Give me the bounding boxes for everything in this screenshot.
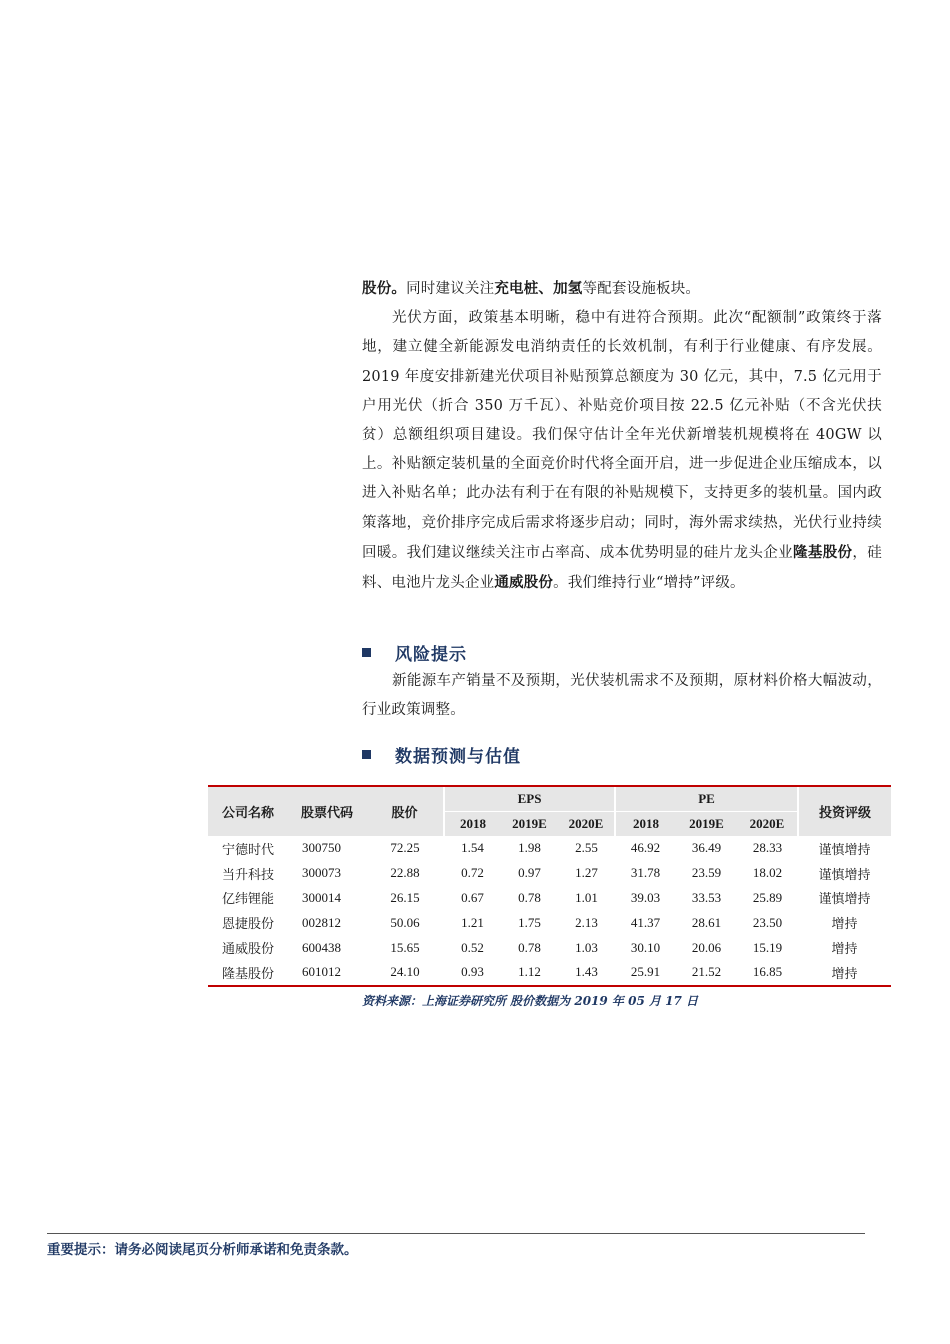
table-row bbox=[208, 836, 891, 861]
table-cell: 300750 bbox=[302, 840, 341, 856]
table-cell: 600438 bbox=[302, 939, 341, 955]
text: ，硅料、电池片龙头企业 bbox=[362, 544, 882, 592]
paragraph-2 bbox=[362, 304, 882, 598]
table-cell: 18.02 bbox=[752, 865, 783, 881]
table-cell: 33.53 bbox=[691, 889, 722, 905]
table-cell: 22.88 bbox=[390, 865, 420, 881]
bold-text: 股份。 bbox=[362, 280, 407, 297]
table-cell: 通威股份 bbox=[221, 941, 274, 957]
table-cell: 50.06 bbox=[390, 914, 420, 930]
table-cell: 0.72 bbox=[461, 865, 484, 881]
table-row bbox=[208, 960, 891, 986]
col-header: 公司名称 bbox=[208, 786, 288, 836]
body-text bbox=[362, 274, 882, 598]
table-cell: 39.03 bbox=[630, 889, 661, 905]
bold-text: 隆基股份 bbox=[792, 543, 853, 561]
table-cell: 增持 bbox=[831, 916, 858, 932]
table-cell: 16.85 bbox=[737, 960, 798, 986]
col-group-header: PE bbox=[615, 786, 798, 812]
year-header: 2019E bbox=[676, 812, 737, 837]
table-cell: 28.33 bbox=[752, 840, 783, 856]
table-cell: 41.37 bbox=[630, 914, 661, 930]
risk-text: 新能源车产销量不及预期，光伏装机需求不及预期，原材料价格大幅波动，行业政策调整。 bbox=[362, 673, 882, 719]
table-cell: 1.54 bbox=[461, 840, 484, 856]
source-note: 资料来源：上海证券研究所 股价数据为 2019 年 05 月 17 日 bbox=[362, 994, 699, 1008]
table-cell: 002812 bbox=[302, 914, 341, 930]
risk-body bbox=[362, 667, 882, 725]
year-header: 2018 bbox=[615, 812, 676, 837]
table-cell: 0.93 bbox=[444, 960, 501, 986]
table-cell: 1.21 bbox=[461, 914, 484, 930]
table-cell: 恩捷股份 bbox=[221, 916, 274, 932]
table-row bbox=[208, 886, 891, 911]
text: 。我们维持行业“增持”评级。 bbox=[553, 575, 745, 592]
table-cell: 23.59 bbox=[691, 865, 722, 881]
table-cell: 300014 bbox=[302, 889, 341, 905]
table-cell: 2.55 bbox=[575, 840, 598, 856]
bold-text: 充电桩、加氢 bbox=[494, 280, 583, 297]
table-cell: 1.12 bbox=[501, 960, 558, 986]
table-cell: 25.89 bbox=[752, 889, 783, 905]
footer-divider bbox=[47, 1233, 865, 1234]
table-cell: 当升科技 bbox=[221, 866, 274, 882]
table-cell: 隆基股份 bbox=[208, 960, 288, 986]
table-cell: 0.67 bbox=[461, 889, 484, 905]
table-cell: 0.52 bbox=[461, 939, 484, 955]
col-header: 股票代码 bbox=[288, 786, 366, 836]
section-forecast bbox=[362, 742, 521, 767]
table-cell: 增持 bbox=[831, 941, 858, 957]
table-cell: 1.75 bbox=[518, 914, 541, 930]
table-cell: 0.78 bbox=[518, 889, 541, 905]
table-cell: 1.43 bbox=[558, 960, 615, 986]
year-header: 2020E bbox=[737, 812, 798, 837]
table-cell: 24.10 bbox=[366, 960, 444, 986]
table-cell: 0.97 bbox=[518, 865, 541, 881]
table-cell: 0.78 bbox=[518, 939, 541, 955]
year-header: 2018 bbox=[444, 812, 501, 837]
table-cell: 601012 bbox=[288, 960, 366, 986]
text: 光伏方面，政策基本明晰，稳中有进符合预期。此次“配额制”政策终于落地，建立健全新能源发电消纳责任的长效机制，有利于行业健康、有序发展。2019 年度安排新建光伏项目补贴预算总额度为 30 亿元，其中，7.5 亿元用于户用光伏（折合 350 万千瓦）、补贴竞价项目按 22.5 亿元补贴（不含光伏扶贫）总额组织项目建设。我们保守估计全年光伏新增装机规模将在 40GW 以上。补贴额定装机量的全面竞价时代将全面开启，进一步促进企业压缩成本，以进入补贴名单；此办法有利于在有限的补贴规模下，支持更多的装机量。国内政策落地，竞价排序完成后需求将逐步启动；同时，海外需求续热，光伏行业持续回暖。我们建议继续关注市占率高、成本优势明显的硅片龙头企业 bbox=[362, 310, 882, 561]
section-title: 数据预测与估值 bbox=[395, 747, 521, 767]
footer-note: 重要提示：请务必阅读尾页分析师承诺和免责条款。 bbox=[47, 1242, 358, 1258]
table-cell: 宁德时代 bbox=[221, 841, 274, 857]
table-cell: 36.49 bbox=[691, 840, 722, 856]
table-cell: 21.52 bbox=[676, 960, 737, 986]
section-risk bbox=[362, 640, 467, 665]
table-cell: 1.27 bbox=[575, 865, 598, 881]
table-cell: 1.01 bbox=[575, 889, 598, 905]
table-cell: 亿纬锂能 bbox=[221, 891, 274, 907]
square-bullet-icon bbox=[362, 750, 371, 759]
table-cell: 谨慎增持 bbox=[818, 891, 871, 907]
text: 等配套设施板块。 bbox=[582, 281, 701, 297]
table-cell: 72.25 bbox=[390, 840, 420, 856]
table-cell: 28.61 bbox=[691, 914, 722, 930]
table-row bbox=[208, 861, 891, 886]
table-cell: 30.10 bbox=[630, 939, 661, 955]
text: 同时建议关注 bbox=[406, 281, 495, 297]
table-cell: 23.50 bbox=[752, 914, 783, 930]
table-cell: 300073 bbox=[302, 865, 341, 881]
table-cell: 26.15 bbox=[390, 889, 420, 905]
paragraph-1 bbox=[362, 274, 882, 304]
bold-text: 通威股份 bbox=[494, 574, 554, 592]
col-group-header: EPS bbox=[444, 786, 615, 812]
table-cell: 46.92 bbox=[630, 840, 661, 856]
table-header-row bbox=[208, 786, 891, 812]
table-cell: 增持 bbox=[798, 960, 891, 986]
table-cell: 15.65 bbox=[390, 939, 420, 955]
table-cell: 谨慎增持 bbox=[818, 841, 871, 857]
table-cell: 20.06 bbox=[691, 939, 722, 955]
year-header: 2019E bbox=[501, 812, 558, 837]
table-cell: 1.98 bbox=[518, 840, 541, 856]
table-row bbox=[208, 910, 891, 935]
table-cell: 31.78 bbox=[630, 865, 661, 881]
table-cell: 1.03 bbox=[575, 939, 598, 955]
col-header: 投资评级 bbox=[798, 786, 891, 836]
table-cell: 15.19 bbox=[752, 939, 783, 955]
table-row bbox=[208, 935, 891, 960]
table-cell: 2.13 bbox=[575, 914, 598, 930]
square-bullet-icon bbox=[362, 648, 371, 657]
col-header: 股价 bbox=[366, 786, 444, 836]
table-cell: 谨慎增持 bbox=[818, 866, 871, 882]
section-title: 风险提示 bbox=[395, 645, 467, 665]
year-header: 2020E bbox=[558, 812, 615, 837]
forecast-table bbox=[208, 785, 891, 987]
table-cell: 25.91 bbox=[615, 960, 676, 986]
